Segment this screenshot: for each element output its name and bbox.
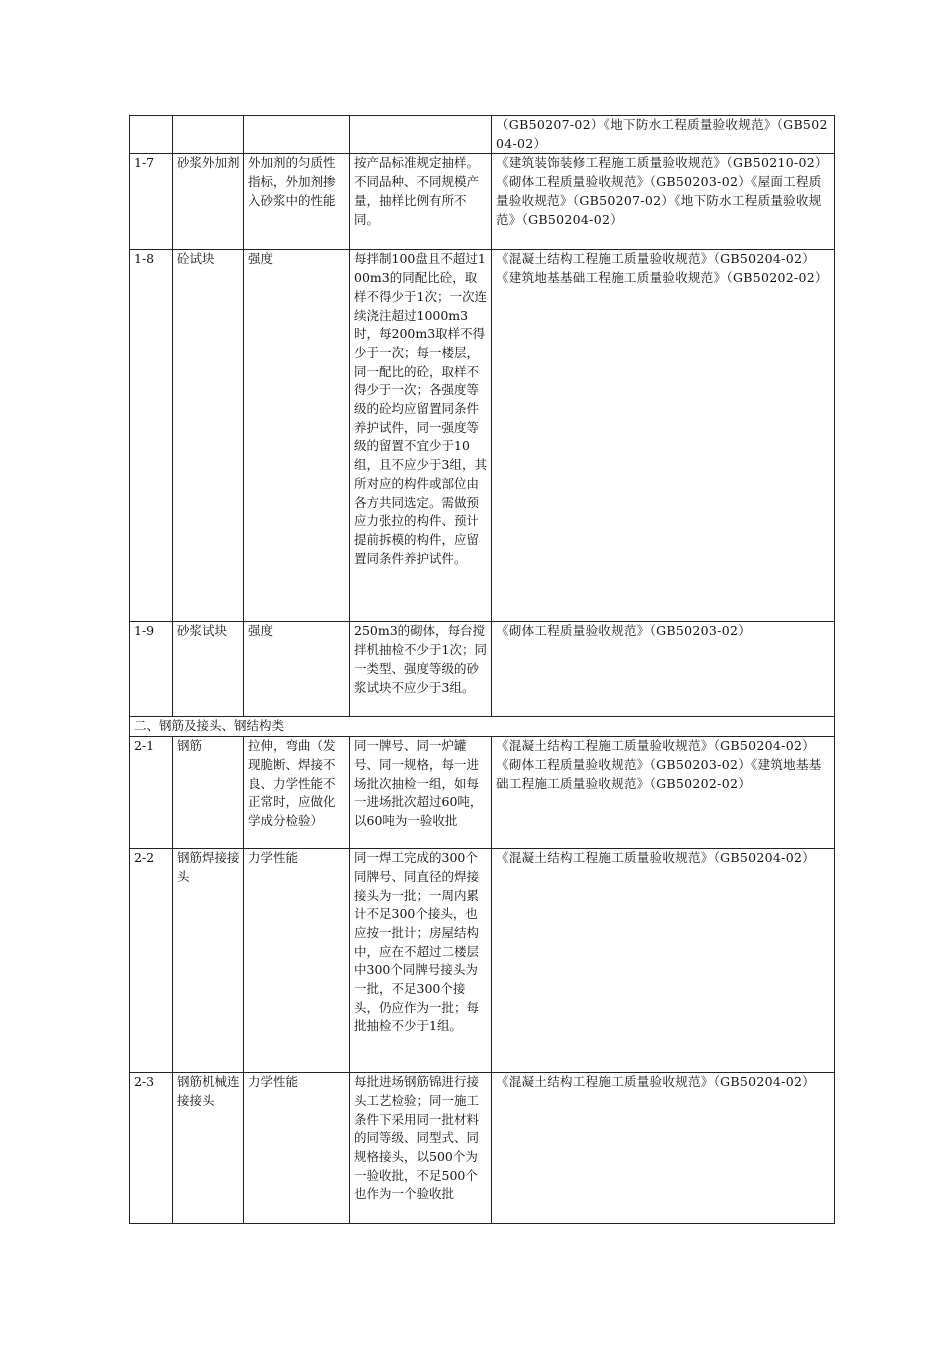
section-row (130, 717, 835, 737)
test-object: 钢筋机械连接接头 (173, 1073, 244, 1224)
test-item: 强度 (244, 250, 350, 622)
test-object: 砂浆试块 (173, 622, 244, 717)
sampling-rule: 同一焊工完成的300个同牌号、同直径的焊接接头为一批；一周内累计不足300个接头，也应按一批计；房屋结构中，应在不超过二楼层中300个同牌号接头为一批，不足300个接头，仍应作为一批；每批抽检不少于1组。 (350, 849, 492, 1073)
test-item: 外加剂的匀质性指标，外加剂掺入砂浆中的性能 (244, 154, 350, 250)
standards-cell (492, 1073, 835, 1224)
table-row (130, 622, 835, 717)
standards-cell (492, 737, 835, 849)
row-id (130, 116, 173, 154)
standards-cell (492, 622, 835, 717)
inspection-standards-table (129, 115, 835, 1224)
sampling-rule: 每拌制100盘且不超过100m3的同配比砼，取样不得少于1次；一次连续浇注超过1000m3时，每200m3取样不得少于一次；每一楼层，同一配比的砼，取样不得少于一次；各强度等级的砼均应留置同条件养护试件，同一强度等级的留置不宜少于10组，且不应少于3组，其所对应的构件或部位由各方共同选定。需做预应力张拉的构件、预计提前拆模的构件，应留置同条件养护试件。 (350, 250, 492, 622)
test-item: 力学性能 (244, 1073, 350, 1224)
test-item: 拉伸，弯曲（发现脆断、焊接不良、力学性能不正常时，应做化学成分检验） (244, 737, 350, 849)
test-item: 强度 (244, 622, 350, 717)
row-id: 1-7 (130, 154, 173, 250)
standard-reference: 《混凝土结构工程施工质量验收规范》（GB50204-02） (496, 850, 816, 866)
sampling-rule: 250m3的砌体，每台搅拌机抽检不少于1次；同一类型、强度等级的砂浆试块不应少于3组。 (350, 622, 492, 717)
test-item: 力学性能 (244, 849, 350, 1073)
test-object: 砂浆外加剂 (173, 154, 244, 250)
row-id: 1-9 (130, 622, 173, 717)
sampling-rule (350, 116, 492, 154)
table-row (130, 154, 835, 250)
standard-reference: 《砌体工程质量验收规范》（GB50203-02）《建筑地基基础工程施工质量验收规范》（GB50202-02） (496, 756, 822, 791)
standard-reference: 《混凝土结构工程施工质量验收规范》（GB50204-02） (496, 738, 816, 754)
standard-reference: 《混凝土结构工程施工质量验收规范》（GB50204-02） (496, 1074, 816, 1090)
test-object: 砼试块 (173, 250, 244, 622)
sampling-rule: 每批进场钢筋锦进行接头工艺检验；同一施工条件下采用同一批材料的同等级、同型式、同规格接头，以500个为一验收批，不足500个也作为一个验收批 (350, 1073, 492, 1224)
table-row (130, 849, 835, 1073)
standard-reference: 《建筑装饰装修工程施工质量验收规范》（GB50210-02）《砌体工程质量验收规范》（GB50203-02）《屋面工程质量验收规范》（GB50207-02）《地下防水工程质量验收规范》（GB50204-02） (496, 155, 828, 227)
standards-cell (492, 154, 835, 250)
standards-cell (492, 116, 835, 154)
test-object (173, 116, 244, 154)
test-object: 钢筋焊接接头 (173, 849, 244, 1073)
row-id: 2-3 (130, 1073, 173, 1224)
test-object: 钢筋 (173, 737, 244, 849)
section-heading: 二、钢筋及接头、钢结构类 (130, 717, 835, 737)
standard-reference: 《建筑地基基础工程施工质量验收规范》（GB50202-02） (496, 270, 828, 286)
table-row (130, 250, 835, 622)
standards-cell (492, 849, 835, 1073)
row-id: 1-8 (130, 250, 173, 622)
standard-reference: （GB50207-02）《地下防水工程质量验收规范》（GB50204-02） (496, 117, 828, 151)
standards-cell (492, 250, 835, 622)
table-row (130, 737, 835, 849)
row-id: 2-1 (130, 737, 173, 849)
sampling-rule: 同一牌号、同一炉罐号、同一规格，每一进场批次抽检一组，如每一进场批次超过60吨，以60吨为一验收批 (350, 737, 492, 849)
table-row (130, 1073, 835, 1224)
standard-reference: 《砌体工程质量验收规范》（GB50203-02） (496, 623, 752, 639)
sampling-rule: 按产品标准规定抽样。不同品种、不同规模产量，抽样比例有所不同。 (350, 154, 492, 250)
standard-reference: 《混凝土结构工程施工质量验收规范》（GB50204-02） (496, 251, 816, 267)
table-row (130, 116, 835, 154)
row-id: 2-2 (130, 849, 173, 1073)
test-item (244, 116, 350, 154)
